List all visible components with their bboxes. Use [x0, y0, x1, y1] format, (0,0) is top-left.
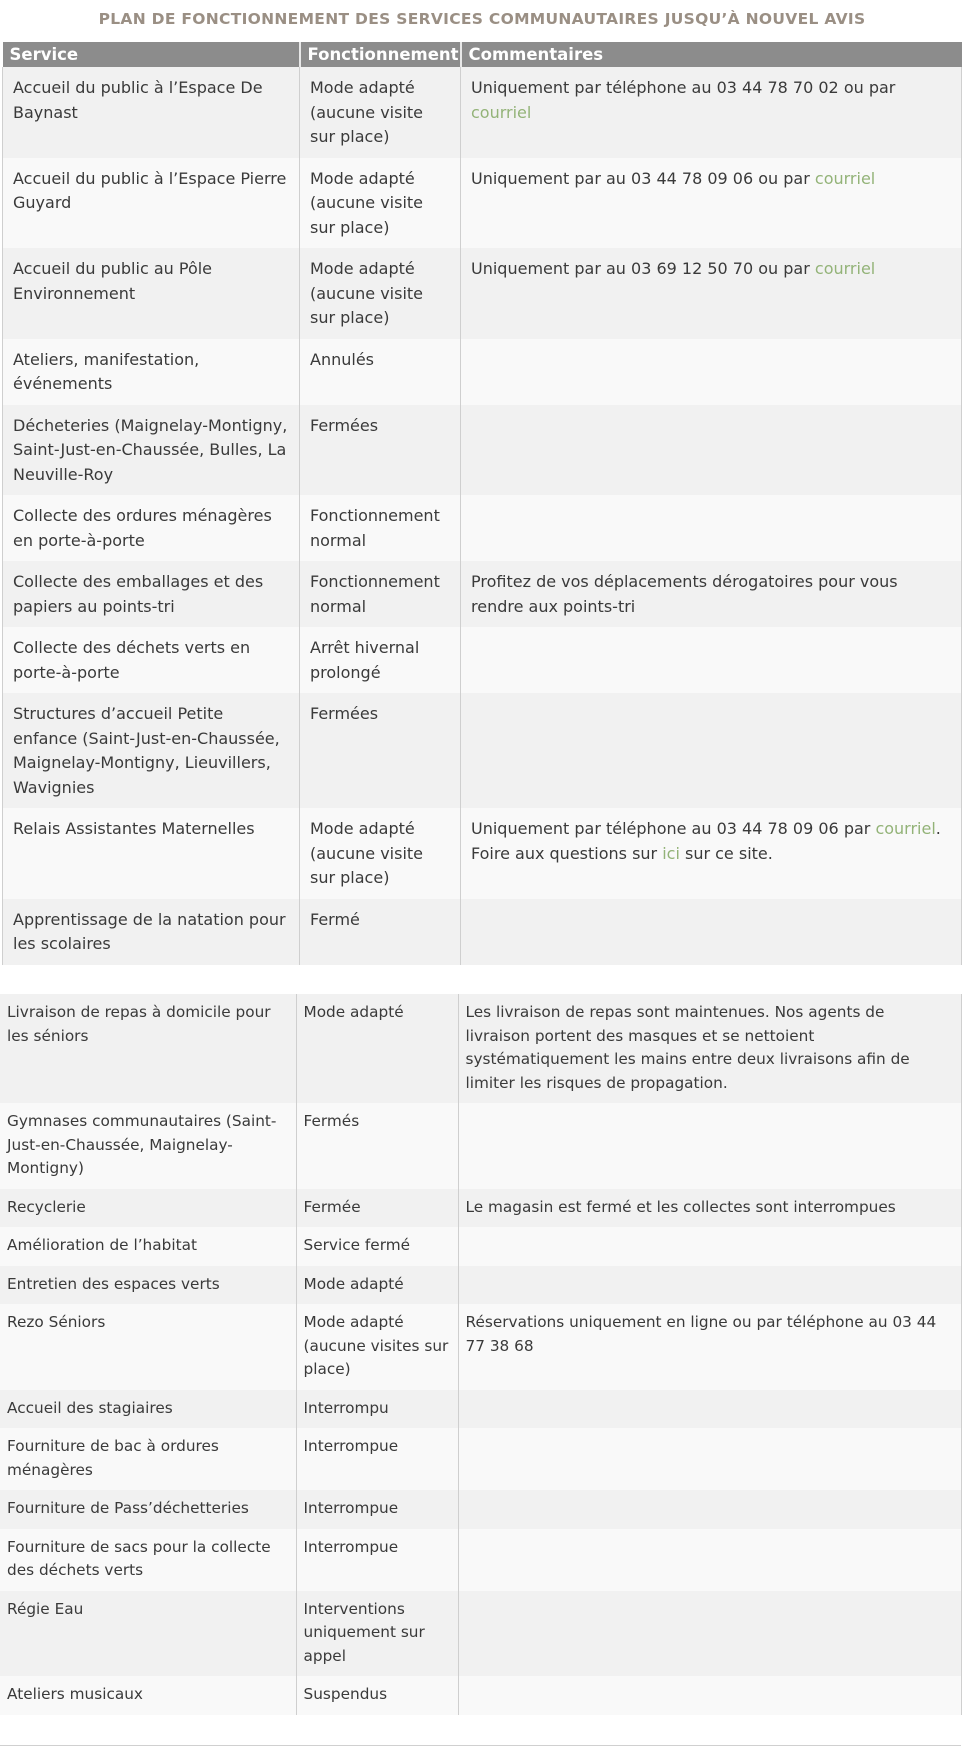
- table-row: [3, 158, 962, 249]
- column-header-status: Fonctionnement: [300, 42, 461, 67]
- column-header-comment: Commentaires: [461, 42, 962, 67]
- comment-cell: [458, 1428, 961, 1490]
- table-row: [3, 248, 962, 339]
- table-row: [0, 1227, 961, 1266]
- status-cell: Fermées: [300, 693, 461, 808]
- service-cell: Ateliers musicaux: [0, 1676, 296, 1715]
- comment-text: . Foire aux questions sur: [471, 819, 941, 863]
- service-cell: Collecte des ordures ménagères en porte-à-porte: [3, 495, 300, 561]
- status-cell: Arrêt hivernal prolongé: [300, 627, 461, 693]
- status-cell: Interrompue: [296, 1490, 458, 1529]
- table-row: [3, 561, 962, 627]
- service-cell: Amélioration de l’habitat: [0, 1227, 296, 1266]
- comment-cell: [458, 1676, 961, 1715]
- status-cell: Mode adapté (aucune visite sur place): [300, 248, 461, 339]
- comment-link[interactable]: courriel: [814, 168, 876, 188]
- service-cell: Relais Assistantes Maternelles: [3, 808, 300, 899]
- service-cell: Collecte des déchets verts en porte-à-porte: [3, 627, 300, 693]
- comment-cell: [461, 248, 962, 339]
- service-cell: Fourniture de Pass’déchetteries: [0, 1490, 296, 1529]
- comment-cell: [461, 339, 962, 405]
- comment-text: Profitez de vos déplacements dérogatoires pour vous rendre aux points-tri: [471, 572, 898, 616]
- service-cell: Structures d’accueil Petite enfance (Saint-Just-en-Chaussée, Maignelay-Montigny, Lieuvillers, Wavignies: [3, 693, 300, 808]
- comment-link[interactable]: courriel: [814, 259, 876, 278]
- comment-cell: [461, 561, 962, 627]
- comment-cell: [461, 158, 962, 249]
- table-row: [3, 627, 962, 693]
- status-cell: Mode adapté (aucune visites sur place): [296, 1304, 458, 1390]
- comment-text: Uniquement par téléphone au 03 44 78 09 06 par: [471, 819, 876, 838]
- comment-cell: [461, 67, 962, 158]
- status-cell: Fermées: [300, 405, 461, 496]
- status-cell: Fermés: [296, 1103, 458, 1189]
- service-cell: Accueil du public à l’Espace Pierre Guyard: [3, 158, 300, 249]
- comment-cell: [458, 1227, 961, 1266]
- service-cell: Fourniture de sacs pour la collecte des déchets verts: [0, 1529, 296, 1591]
- comment-cell: [461, 405, 962, 496]
- comment-cell: [461, 693, 962, 808]
- status-cell: Fonctionnement normal: [300, 495, 461, 561]
- status-cell: Mode adapté (aucune visite sur place): [300, 67, 461, 158]
- status-cell: Mode adapté (aucune visite sur place): [300, 808, 461, 899]
- service-cell: Accueil du public au Pôle Environnement: [3, 248, 300, 339]
- table-row: [0, 1591, 961, 1677]
- comment-text: sur ce site.: [679, 843, 773, 863]
- status-cell: Fermée: [296, 1189, 458, 1228]
- comment-cell: [458, 1490, 961, 1529]
- column-header-service: Service: [3, 42, 300, 67]
- status-cell: Mode adapté: [296, 994, 458, 1103]
- services-table-continued: [0, 994, 962, 1715]
- table-row: [3, 808, 962, 899]
- comment-cell: [458, 994, 961, 1103]
- comment-cell: [458, 1189, 961, 1228]
- comment-text: Le magasin est fermé et les collectes sont interrompues: [465, 1197, 896, 1216]
- table-row: [0, 1189, 961, 1228]
- table-row: [0, 994, 961, 1103]
- table-row: [3, 339, 962, 405]
- comment-text: Uniquement par au 03 69 12 50 70 ou par: [471, 259, 815, 278]
- comment-text: Uniquement par téléphone au 03 44 78 70 02 ou par: [471, 78, 896, 97]
- service-cell: Fourniture de bac à ordures ménagères: [0, 1428, 296, 1490]
- comment-text: Les livraison de repas sont maintenues. Nos agents de livraison portent des masques et se nettoient systématiquement les mains entre deux livraisons afin de limiter les risques de propagation.: [465, 1003, 910, 1092]
- status-cell: Interrompue: [296, 1529, 458, 1591]
- status-cell: Annulés: [300, 339, 461, 405]
- table-bottom-rule: [0, 1745, 961, 1746]
- status-cell: Interrompue: [296, 1428, 458, 1490]
- table-row: [0, 1266, 961, 1305]
- table-body-continued: [0, 994, 961, 1715]
- service-cell: Gymnases communautaires (Saint-Just-en-Chaussée, Maignelay-Montigny): [0, 1103, 296, 1189]
- service-cell: Rezo Séniors: [0, 1304, 296, 1390]
- service-cell: Ateliers, manifestation, événements: [3, 339, 300, 405]
- comment-text: Réservations uniquement en ligne ou par téléphone au 03 44 77 38 68: [465, 1313, 937, 1355]
- table-row: [0, 1676, 961, 1715]
- status-cell: Service fermé: [296, 1227, 458, 1266]
- status-cell: Mode adapté: [296, 1266, 458, 1305]
- service-cell: Décheteries (Maignelay-Montigny, Saint-Just-en-Chaussée, Bulles, La Neuville-Roy: [3, 405, 300, 496]
- status-cell: Mode adapté (aucune visite sur place): [300, 158, 461, 249]
- table-body-main: [3, 67, 962, 965]
- status-cell: Interrompu: [296, 1390, 458, 1429]
- table-row: [3, 67, 962, 158]
- comment-link[interactable]: ici: [662, 843, 680, 863]
- comment-link[interactable]: courriel: [471, 102, 532, 122]
- service-cell: Collecte des emballages et des papiers au points-tri: [3, 561, 300, 627]
- comment-cell: [458, 1304, 961, 1390]
- table-row: [0, 1490, 961, 1529]
- table-row: [0, 1529, 961, 1591]
- comment-cell: [461, 808, 962, 899]
- service-cell: Recyclerie: [0, 1189, 296, 1228]
- comment-cell: [458, 1390, 961, 1429]
- comment-cell: [458, 1103, 961, 1189]
- table-row: [3, 899, 962, 965]
- service-cell: Accueil des stagiaires: [0, 1390, 296, 1429]
- status-cell: Fermé: [300, 899, 461, 965]
- page-title: PLAN DE FONCTIONNEMENT DES SERVICES COMMUNAUTAIRES JUSQU’À NOUVEL AVIS: [98, 10, 866, 28]
- table-row: [0, 1390, 961, 1429]
- status-cell: Fonctionnement normal: [300, 561, 461, 627]
- table-row: [0, 1304, 961, 1390]
- comment-cell: [458, 1529, 961, 1591]
- comment-cell: [461, 495, 962, 561]
- comment-text: Uniquement par au 03 44 78 09 06 ou par: [471, 168, 815, 188]
- table-row: [3, 405, 962, 496]
- service-cell: Livraison de repas à domicile pour les séniors: [0, 994, 296, 1103]
- service-cell: Régie Eau: [0, 1591, 296, 1677]
- service-cell: Apprentissage de la natation pour les scolaires: [3, 899, 300, 965]
- status-cell: Interventions uniquement sur appel: [296, 1591, 458, 1677]
- services-table-main: [2, 42, 962, 965]
- table-row: [0, 1428, 961, 1490]
- comment-link[interactable]: courriel: [875, 819, 936, 838]
- service-cell: Accueil du public à l’Espace De Baynast: [3, 67, 300, 158]
- table-row: [0, 1103, 961, 1189]
- comment-cell: [458, 1591, 961, 1677]
- comment-cell: [461, 899, 962, 965]
- table-row: [3, 693, 962, 808]
- table-row: [3, 495, 962, 561]
- status-cell: Suspendus: [296, 1676, 458, 1715]
- table-header-row: [3, 42, 962, 67]
- service-cell: Entretien des espaces verts: [0, 1266, 296, 1305]
- comment-cell: [458, 1266, 961, 1305]
- comment-cell: [461, 627, 962, 693]
